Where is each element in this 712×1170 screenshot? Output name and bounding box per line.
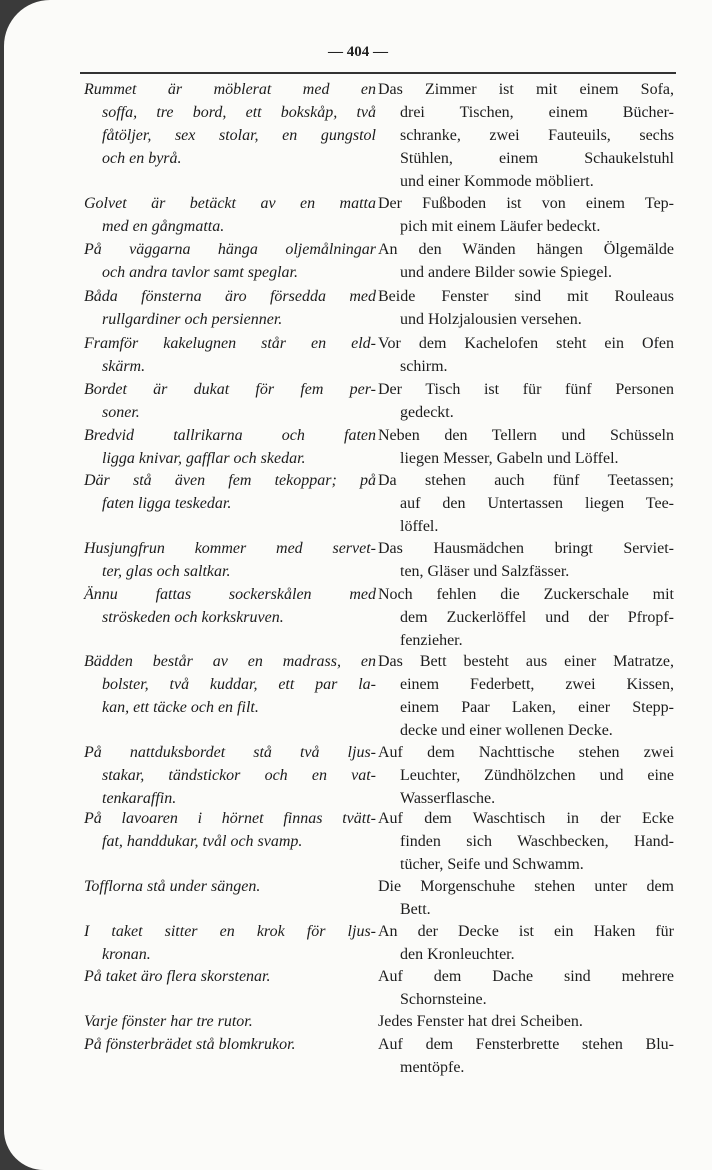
german-text	[378, 469, 674, 538]
swedish-line: Där stå även fem tekoppar; på	[84, 472, 376, 489]
swedish-line: faten ligga teskedar.	[102, 495, 232, 512]
swedish-text	[84, 469, 376, 515]
german-text	[378, 1033, 674, 1079]
german-text	[378, 192, 674, 238]
swedish-text	[84, 238, 376, 284]
german-line: dem Zuckerlöffel und der Pfropf-	[400, 609, 674, 626]
swedish-line: Golvet är betäckt av en matta	[84, 195, 376, 212]
german-text	[378, 378, 674, 424]
page-number: — 404 —	[328, 44, 388, 60]
german-line: tücher, Seife und Schwamm.	[400, 856, 584, 873]
swedish-text	[84, 650, 376, 719]
swedish-line: På lavoaren i hörnet finnas tvätt-	[84, 810, 376, 827]
swedish-text	[84, 965, 376, 988]
swedish-line: Bordet är dukat för fem per-	[84, 381, 376, 398]
swedish-line: På nattduksbordet stå två ljus-	[84, 744, 376, 761]
german-line: Bett.	[400, 901, 431, 918]
german-line: Beide Fenster sind mit Rouleaus	[378, 288, 674, 305]
german-line: Vor dem Kachelofen steht ein Ofen	[378, 335, 674, 352]
swedish-line: Ännu fattas sockerskålen med	[84, 586, 376, 603]
german-line: drei Tischen, einem Bücher-	[400, 104, 674, 121]
german-line: Schornsteine.	[400, 991, 487, 1008]
german-line: Der Tisch ist für fünf Personen	[378, 381, 674, 398]
swedish-text	[84, 378, 376, 424]
german-line: auf den Untertassen liegen Tee-	[400, 495, 674, 512]
swedish-line: På väggarna hänga oljemålningar	[84, 241, 376, 258]
swedish-text	[84, 583, 376, 629]
swedish-line: kan, ett täcke och en filt.	[102, 699, 259, 716]
swedish-line: soffa, tre bord, ett bokskåp, två	[102, 104, 376, 121]
swedish-line: fåtöljer, sex stolar, en gungstol	[102, 127, 376, 144]
swedish-line: Bredvid tallrikarna och faten	[84, 427, 376, 444]
german-line: Auf dem Nachttische stehen zwei	[378, 744, 674, 761]
german-line: Das Hausmädchen bringt Serviet-	[378, 540, 674, 557]
german-text	[378, 78, 674, 193]
german-text	[378, 807, 674, 876]
german-line: fenzieher.	[400, 632, 463, 649]
swedish-line: fat, handdukar, tvål och svamp.	[102, 833, 303, 850]
german-text	[378, 285, 674, 331]
swedish-text	[84, 875, 376, 898]
german-line: Das Bett besteht aus einer Matratze,	[378, 653, 674, 670]
german-line: Stühlen, einem Schaukelstuhl	[400, 150, 674, 167]
swedish-line: ströskeden och korkskruven.	[102, 609, 284, 626]
swedish-line: Husjungfrun kommer med servet-	[84, 540, 376, 557]
german-line: Die Morgenschuhe stehen unter dem	[378, 878, 674, 895]
german-line: Auf dem Fensterbrette stehen Blu-	[378, 1036, 674, 1053]
german-line: Jedes Fenster hat drei Scheiben.	[378, 1013, 583, 1030]
german-line: löffel.	[400, 518, 439, 535]
swedish-text	[84, 78, 376, 170]
swedish-line: Rummet är möblerat med en	[84, 81, 376, 98]
german-text	[378, 238, 674, 284]
german-line: den Kronleuchter.	[400, 946, 515, 963]
swedish-text	[84, 537, 376, 583]
swedish-line: bolster, två kuddar, ett par la-	[102, 676, 376, 693]
german-line: Wasserflasche.	[400, 790, 496, 807]
swedish-text	[84, 807, 376, 853]
swedish-text	[84, 192, 376, 238]
swedish-line: Tofflorna stå under sängen.	[84, 878, 261, 895]
german-line: und andere Bilder sowie Spiegel.	[400, 264, 612, 281]
german-line: Neben den Tellern und Schüsseln	[378, 427, 674, 444]
german-line: einem Paar Laken, einer Stepp-	[400, 699, 674, 716]
swedish-line: Bädden består av en madrass, en	[84, 653, 376, 670]
book-page	[4, 0, 712, 1170]
swedish-text	[84, 741, 376, 810]
german-text	[378, 920, 674, 966]
swedish-line: På taket äro flera skorstenar.	[84, 968, 271, 985]
german-line: gedeckt.	[400, 404, 454, 421]
german-text	[378, 1010, 674, 1033]
swedish-text	[84, 285, 376, 331]
german-text	[378, 332, 674, 378]
german-line: schirm.	[400, 358, 448, 375]
german-text	[378, 537, 674, 583]
german-line: liegen Messer, Gabeln und Löffel.	[400, 450, 619, 467]
german-line: Auf dem Dache sind mehrere	[378, 968, 674, 985]
german-line: mentöpfe.	[400, 1059, 465, 1076]
phrase-list	[4, 0, 712, 1170]
swedish-line: I taket sitter en krok för ljus-	[84, 923, 376, 940]
german-text	[378, 583, 674, 652]
german-text	[378, 875, 674, 921]
swedish-text	[84, 424, 376, 470]
german-line: und Holzjalousien versehen.	[400, 311, 582, 328]
swedish-line: och andra tavlor samt speglar.	[102, 264, 298, 281]
german-line: schranke, zwei Fauteuils, sechs	[400, 127, 674, 144]
swedish-line: med en gångmatta.	[102, 218, 225, 235]
swedish-line: soner.	[102, 404, 140, 421]
german-text	[378, 650, 674, 742]
swedish-text	[84, 920, 376, 966]
german-line: Noch fehlen die Zuckerschale mit	[378, 586, 674, 603]
swedish-line: tenkaraffin.	[102, 790, 177, 807]
german-line: Leuchter, Zündhölzchen und eine	[400, 767, 674, 784]
swedish-line: På fönsterbrädet stå blomkrukor.	[84, 1036, 296, 1053]
german-line: Das Zimmer ist mit einem Sofa,	[378, 81, 674, 98]
german-text	[378, 424, 674, 470]
german-line: finden sich Waschbecken, Hand-	[400, 833, 674, 850]
german-line: An der Decke ist ein Haken für	[378, 923, 674, 940]
german-line: ten, Gläser und Salzfässer.	[400, 563, 570, 580]
german-line: An den Wänden hängen Ölgemälde	[378, 241, 674, 258]
german-text	[378, 965, 674, 1011]
swedish-text	[84, 1033, 376, 1056]
swedish-line: kronan.	[102, 946, 151, 963]
swedish-line: stakar, tändstickor och en vat-	[102, 767, 376, 784]
german-line: decke und einer wollenen Decke.	[400, 722, 613, 739]
german-line: Auf dem Waschtisch in der Ecke	[378, 810, 674, 827]
german-line: Da stehen auch fünf Teetassen;	[378, 472, 674, 489]
german-line: Der Fußboden ist von einem Tep-	[378, 195, 674, 212]
swedish-line: Båda fönsterna äro försedda med	[84, 288, 376, 305]
swedish-line: och en byrå.	[102, 150, 182, 167]
swedish-text	[84, 1010, 376, 1033]
swedish-line: Varje fönster har tre rutor.	[84, 1013, 253, 1030]
swedish-line: Framför kakelugnen står en eld-	[84, 335, 376, 352]
swedish-line: skärm.	[102, 358, 146, 375]
swedish-line: ter, glas och saltkar.	[102, 563, 231, 580]
german-line: einem Federbett, zwei Kissen,	[400, 676, 674, 693]
swedish-line: ligga knivar, gafflar och skedar.	[102, 450, 306, 467]
german-line: pich mit einem Läufer bedeckt.	[400, 218, 601, 235]
swedish-line: rullgardiner och persienner.	[102, 311, 283, 328]
swedish-text	[84, 332, 376, 378]
german-line: und einer Kommode möbliert.	[400, 173, 594, 190]
german-text	[378, 741, 674, 810]
